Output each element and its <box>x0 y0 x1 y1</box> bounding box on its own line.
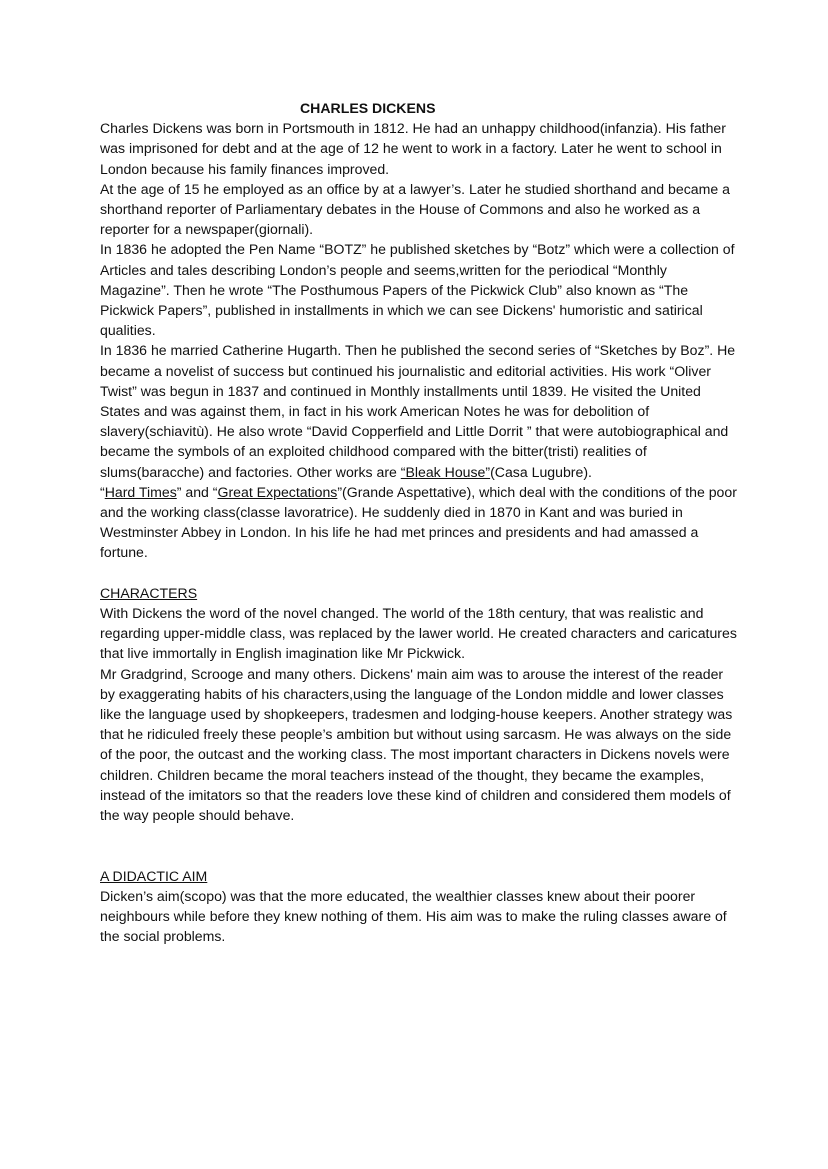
bio-paragraph-3: In 1836 he adopted the Pen Name “BOTZ” he published sketches by “Botz” which were a collection of Articles and tales describing London’s people and seems,written for the periodical “Monthly Magazine”. Then he wrote “The Posthumous Papers of the Pickwick Club” also known as “The Pickwick Papers”, published in installments in which we can see Dickens' humoristic and satirical qualities. <box>100 241 735 339</box>
didactic-aim-paragraph: Dicken’s aim(scopo) was that the more educated, the wealthier classes knew about their poorer neighbours while before they knew nothing of them. His aim was to make the ruling classes aware of the social problems. <box>100 887 727 945</box>
bio-paragraph-1: Charles Dickens was born in Portsmouth in 1812. He had an unhappy childhood(infanzia). His father was imprisoned for debt and at the age of 12 he went to work in a factory. Later he went to school in London because his family finances improved. <box>100 120 726 177</box>
spacer <box>100 825 740 865</box>
bio-paragraph-4-text: In 1836 he married Catherine Hugarth. Then he published the second series of “Sketches by Boz”. He became a novelist of success but continued his journalistic and editorial activities. His work “Oliver Twist” was begun in 1837 and continued in Monthly installments until 1839. He visited the United States and was against them, in fact in his work American Notes he was for debolition of slavery(schiavitù). He also wrote “David Copperfield and Little Dorrit ” that were autobiographical and became the symbols of an exploited childhood compared with the bitter(tristi) realities of slums(baracche) and factories. Other works are <box>100 342 736 480</box>
bio-paragraph-2: At the age of 15 he employed as an office by at a lawyer’s. Later he studied shorthand and became a shorthand reporter of Parliamentary debates in the House of Commons and also he worked as a reporter for a newspaper(giornali). <box>100 180 730 238</box>
characters-heading: CHARACTERS <box>100 584 198 601</box>
bio-paragraph-4-end: (Casa Lugubre). <box>490 463 592 480</box>
page-title: CHARLES DICKENS <box>300 100 436 116</box>
bio-paragraph-5-open: “ <box>100 483 105 500</box>
bio-paragraph-4 <box>100 340 740 481</box>
bleak-house-link[interactable]: “Bleak House” <box>400 463 491 480</box>
characters-paragraph-1: With Dickens the word of the novel changed. The world of the 18th century, that was realistic and regarding upper-middle class, was replaced by the lawer world. He created characters and caricatures that live immortally in English imagination like Mr Pickwick. <box>100 605 737 662</box>
bio-paragraph-5-rest: ”(Grande Aspettative), which deal with the conditions of the poor and the working class(classe lavoratrice). He suddenly died in 1870 in Kant and was buried in Westminster Abbey in London. In his life he had met princes and presidents and had amassed a fortune. <box>100 483 737 561</box>
hard-times-link[interactable]: Hard Times <box>104 483 177 500</box>
bio-paragraph-5-mid: ” and “ <box>176 483 218 500</box>
document-body <box>100 98 740 947</box>
great-expectations-link[interactable]: Great Expectations <box>217 483 338 500</box>
spacer <box>100 563 740 583</box>
bio-paragraph-5 <box>100 482 740 563</box>
didactic-aim-heading: A DIDACTIC AIM <box>100 867 208 884</box>
characters-paragraph-2: Mr Gradgrind, Scrooge and many others. Dickens' main aim was to arouse the interest of the reader by exaggerating habits of his characters,using the language of the London middle and lower classes like the language used by shopkeepers, tradesmen and lodging-house keepers. Another strategy was that he ridiculed freely these people’s ambition but without using sarcasm. He was always on the side of the poor, the outcast and the working class. The most important characters in Dickens novels were children. Children became the moral teachers instead of the thought, they became the examples, instead of the imitators so that the readers love these kind of children and considered them models of the way people should behave. <box>100 665 733 824</box>
